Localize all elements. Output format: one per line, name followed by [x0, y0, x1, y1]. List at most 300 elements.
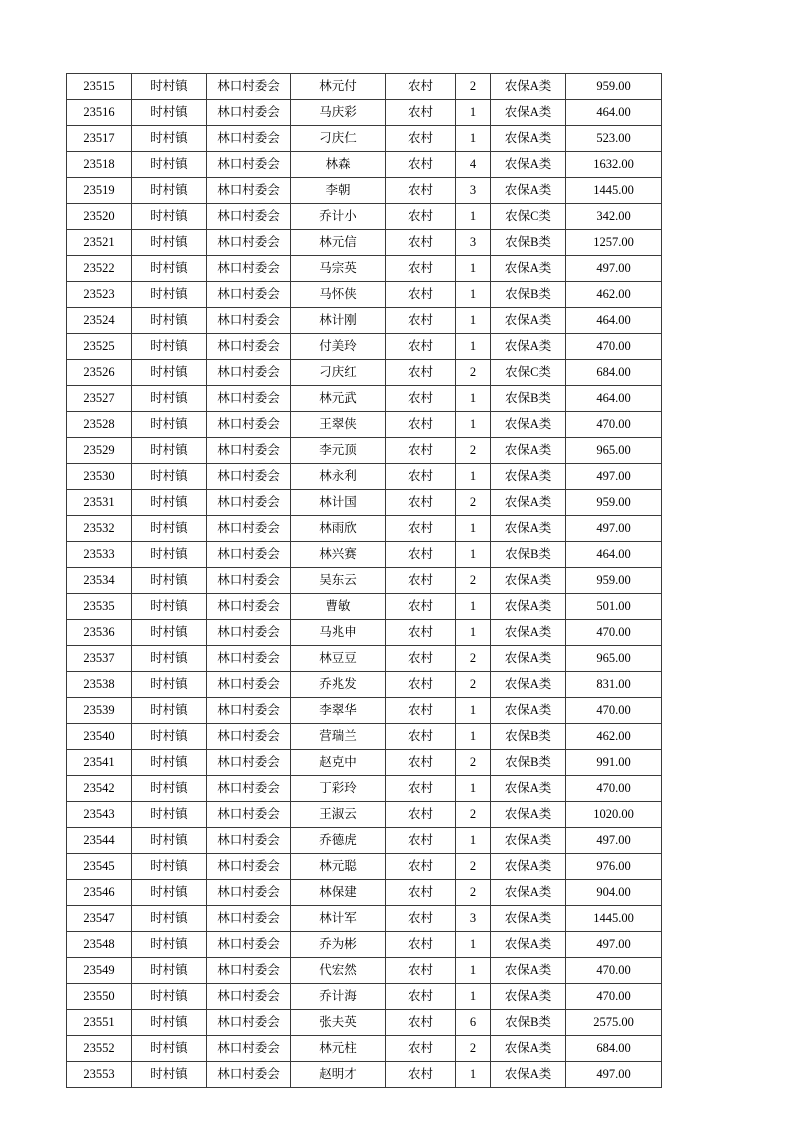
cell-town: 时村镇	[132, 698, 207, 724]
cell-town: 时村镇	[132, 828, 207, 854]
cell-id: 23519	[67, 178, 132, 204]
cell-insurance-category: 农保B类	[491, 230, 566, 256]
cell-village-committee: 林口村委会	[207, 594, 291, 620]
cell-amount: 1257.00	[566, 230, 662, 256]
table-row	[67, 828, 662, 854]
cell-village-committee: 林口村委会	[207, 802, 291, 828]
cell-person-name: 马兆申	[291, 620, 386, 646]
cell-village-committee: 林口村委会	[207, 74, 291, 100]
cell-insurance-category: 农保B类	[491, 542, 566, 568]
table-row	[67, 906, 662, 932]
cell-person-name: 乔计小	[291, 204, 386, 230]
table-row	[67, 464, 662, 490]
cell-town: 时村镇	[132, 386, 207, 412]
cell-residence-type: 农村	[386, 152, 456, 178]
cell-village-committee: 林口村委会	[207, 464, 291, 490]
cell-village-committee: 林口村委会	[207, 880, 291, 906]
cell-town: 时村镇	[132, 672, 207, 698]
cell-town: 时村镇	[132, 282, 207, 308]
cell-insurance-category: 农保C类	[491, 204, 566, 230]
cell-town: 时村镇	[132, 984, 207, 1010]
cell-residence-type: 农村	[386, 776, 456, 802]
cell-person-name: 赵克中	[291, 750, 386, 776]
cell-person-count: 1	[456, 542, 491, 568]
cell-person-count: 3	[456, 178, 491, 204]
cell-amount: 470.00	[566, 620, 662, 646]
cell-amount: 959.00	[566, 74, 662, 100]
cell-amount: 684.00	[566, 360, 662, 386]
table-row	[67, 672, 662, 698]
cell-id: 23520	[67, 204, 132, 230]
cell-person-count: 1	[456, 516, 491, 542]
cell-residence-type: 农村	[386, 464, 456, 490]
cell-residence-type: 农村	[386, 204, 456, 230]
cell-id: 23521	[67, 230, 132, 256]
cell-village-committee: 林口村委会	[207, 204, 291, 230]
cell-residence-type: 农村	[386, 386, 456, 412]
cell-residence-type: 农村	[386, 906, 456, 932]
cell-person-count: 6	[456, 1010, 491, 1036]
cell-amount: 470.00	[566, 412, 662, 438]
cell-village-committee: 林口村委会	[207, 854, 291, 880]
cell-residence-type: 农村	[386, 568, 456, 594]
cell-amount: 464.00	[566, 386, 662, 412]
cell-id: 23532	[67, 516, 132, 542]
table-row	[67, 386, 662, 412]
cell-residence-type: 农村	[386, 594, 456, 620]
cell-person-count: 2	[456, 646, 491, 672]
cell-insurance-category: 农保C类	[491, 360, 566, 386]
cell-residence-type: 农村	[386, 490, 456, 516]
cell-person-name: 王翠侠	[291, 412, 386, 438]
cell-insurance-category: 农保A类	[491, 152, 566, 178]
table-body	[67, 74, 662, 1088]
cell-insurance-category: 农保A类	[491, 646, 566, 672]
cell-village-committee: 林口村委会	[207, 126, 291, 152]
cell-village-committee: 林口村委会	[207, 932, 291, 958]
table-row	[67, 542, 662, 568]
cell-town: 时村镇	[132, 100, 207, 126]
cell-insurance-category: 农保A类	[491, 958, 566, 984]
cell-person-name: 林雨欣	[291, 516, 386, 542]
table-row	[67, 204, 662, 230]
cell-id: 23535	[67, 594, 132, 620]
cell-person-count: 1	[456, 464, 491, 490]
cell-id: 23548	[67, 932, 132, 958]
table-row	[67, 646, 662, 672]
cell-person-count: 1	[456, 308, 491, 334]
cell-village-committee: 林口村委会	[207, 412, 291, 438]
cell-village-committee: 林口村委会	[207, 776, 291, 802]
cell-town: 时村镇	[132, 750, 207, 776]
cell-insurance-category: 农保A类	[491, 256, 566, 282]
cell-person-count: 2	[456, 854, 491, 880]
cell-residence-type: 农村	[386, 750, 456, 776]
cell-insurance-category: 农保A类	[491, 490, 566, 516]
cell-insurance-category: 农保B类	[491, 282, 566, 308]
table-row	[67, 750, 662, 776]
cell-village-committee: 林口村委会	[207, 828, 291, 854]
cell-village-committee: 林口村委会	[207, 334, 291, 360]
cell-id: 23544	[67, 828, 132, 854]
table-row	[67, 1036, 662, 1062]
cell-person-name: 林保建	[291, 880, 386, 906]
cell-village-committee: 林口村委会	[207, 984, 291, 1010]
cell-amount: 464.00	[566, 542, 662, 568]
cell-person-name: 马庆彩	[291, 100, 386, 126]
cell-person-name: 林元武	[291, 386, 386, 412]
cell-person-count: 1	[456, 334, 491, 360]
cell-person-count: 1	[456, 594, 491, 620]
cell-residence-type: 农村	[386, 958, 456, 984]
cell-residence-type: 农村	[386, 126, 456, 152]
cell-person-name: 李朝	[291, 178, 386, 204]
cell-residence-type: 农村	[386, 828, 456, 854]
cell-person-name: 刁庆红	[291, 360, 386, 386]
cell-amount: 831.00	[566, 672, 662, 698]
cell-residence-type: 农村	[386, 620, 456, 646]
cell-person-count: 1	[456, 1062, 491, 1088]
cell-insurance-category: 农保A类	[491, 126, 566, 152]
cell-town: 时村镇	[132, 594, 207, 620]
cell-person-name: 李翠华	[291, 698, 386, 724]
cell-person-name: 吴东云	[291, 568, 386, 594]
cell-person-count: 2	[456, 1036, 491, 1062]
cell-town: 时村镇	[132, 360, 207, 386]
cell-residence-type: 农村	[386, 516, 456, 542]
cell-id: 23552	[67, 1036, 132, 1062]
cell-person-count: 1	[456, 282, 491, 308]
cell-person-name: 马宗英	[291, 256, 386, 282]
cell-insurance-category: 农保B类	[491, 750, 566, 776]
cell-person-count: 1	[456, 828, 491, 854]
cell-amount: 497.00	[566, 1062, 662, 1088]
cell-person-count: 3	[456, 230, 491, 256]
table-row	[67, 854, 662, 880]
cell-insurance-category: 农保A类	[491, 178, 566, 204]
cell-amount: 965.00	[566, 438, 662, 464]
cell-town: 时村镇	[132, 308, 207, 334]
cell-person-name: 李元顶	[291, 438, 386, 464]
cell-id: 23526	[67, 360, 132, 386]
cell-person-name: 付美玲	[291, 334, 386, 360]
cell-residence-type: 农村	[386, 854, 456, 880]
table-row	[67, 334, 662, 360]
cell-amount: 1445.00	[566, 906, 662, 932]
cell-amount: 523.00	[566, 126, 662, 152]
cell-village-committee: 林口村委会	[207, 1062, 291, 1088]
cell-id: 23538	[67, 672, 132, 698]
cell-person-name: 营瑞兰	[291, 724, 386, 750]
cell-insurance-category: 农保A类	[491, 880, 566, 906]
cell-amount: 462.00	[566, 724, 662, 750]
cell-town: 时村镇	[132, 776, 207, 802]
cell-person-count: 1	[456, 776, 491, 802]
table-row	[67, 984, 662, 1010]
cell-insurance-category: 农保A类	[491, 100, 566, 126]
cell-residence-type: 农村	[386, 74, 456, 100]
cell-person-name: 曹敏	[291, 594, 386, 620]
cell-residence-type: 农村	[386, 230, 456, 256]
cell-person-count: 2	[456, 360, 491, 386]
table-row	[67, 776, 662, 802]
cell-town: 时村镇	[132, 490, 207, 516]
cell-id: 23533	[67, 542, 132, 568]
cell-insurance-category: 农保A类	[491, 802, 566, 828]
cell-town: 时村镇	[132, 438, 207, 464]
cell-id: 23550	[67, 984, 132, 1010]
cell-person-count: 1	[456, 958, 491, 984]
table-row	[67, 568, 662, 594]
cell-town: 时村镇	[132, 412, 207, 438]
table-row	[67, 256, 662, 282]
cell-residence-type: 农村	[386, 802, 456, 828]
cell-insurance-category: 农保B类	[491, 386, 566, 412]
cell-insurance-category: 农保A类	[491, 854, 566, 880]
cell-insurance-category: 农保A类	[491, 74, 566, 100]
cell-town: 时村镇	[132, 1010, 207, 1036]
cell-village-committee: 林口村委会	[207, 542, 291, 568]
cell-village-committee: 林口村委会	[207, 386, 291, 412]
cell-person-name: 林元聪	[291, 854, 386, 880]
cell-insurance-category: 农保A类	[491, 464, 566, 490]
cell-town: 时村镇	[132, 1036, 207, 1062]
cell-insurance-category: 农保A类	[491, 516, 566, 542]
cell-person-name: 丁彩玲	[291, 776, 386, 802]
cell-person-name: 林永利	[291, 464, 386, 490]
cell-person-name: 林计军	[291, 906, 386, 932]
cell-town: 时村镇	[132, 230, 207, 256]
cell-person-name: 林森	[291, 152, 386, 178]
cell-amount: 462.00	[566, 282, 662, 308]
cell-residence-type: 农村	[386, 438, 456, 464]
cell-residence-type: 农村	[386, 334, 456, 360]
cell-insurance-category: 农保A类	[491, 438, 566, 464]
cell-village-committee: 林口村委会	[207, 958, 291, 984]
cell-insurance-category: 农保A类	[491, 984, 566, 1010]
table-row	[67, 360, 662, 386]
cell-person-count: 3	[456, 906, 491, 932]
cell-village-committee: 林口村委会	[207, 646, 291, 672]
cell-amount: 1445.00	[566, 178, 662, 204]
cell-id: 23543	[67, 802, 132, 828]
cell-person-count: 2	[456, 74, 491, 100]
cell-person-count: 1	[456, 204, 491, 230]
cell-person-name: 赵明才	[291, 1062, 386, 1088]
table-row	[67, 126, 662, 152]
cell-amount: 904.00	[566, 880, 662, 906]
cell-amount: 959.00	[566, 568, 662, 594]
cell-residence-type: 农村	[386, 984, 456, 1010]
cell-id: 23524	[67, 308, 132, 334]
cell-insurance-category: 农保A类	[491, 412, 566, 438]
cell-id: 23522	[67, 256, 132, 282]
cell-id: 23518	[67, 152, 132, 178]
cell-village-committee: 林口村委会	[207, 256, 291, 282]
cell-person-count: 1	[456, 698, 491, 724]
cell-amount: 501.00	[566, 594, 662, 620]
cell-person-count: 1	[456, 412, 491, 438]
cell-village-committee: 林口村委会	[207, 620, 291, 646]
cell-town: 时村镇	[132, 152, 207, 178]
cell-town: 时村镇	[132, 620, 207, 646]
cell-residence-type: 农村	[386, 178, 456, 204]
cell-person-name: 林豆豆	[291, 646, 386, 672]
cell-town: 时村镇	[132, 126, 207, 152]
cell-village-committee: 林口村委会	[207, 282, 291, 308]
table-row	[67, 282, 662, 308]
cell-town: 时村镇	[132, 74, 207, 100]
cell-town: 时村镇	[132, 906, 207, 932]
cell-residence-type: 农村	[386, 672, 456, 698]
cell-person-count: 1	[456, 100, 491, 126]
cell-amount: 470.00	[566, 776, 662, 802]
cell-person-name: 林元柱	[291, 1036, 386, 1062]
cell-town: 时村镇	[132, 256, 207, 282]
cell-person-count: 1	[456, 984, 491, 1010]
cell-person-name: 乔为彬	[291, 932, 386, 958]
cell-town: 时村镇	[132, 958, 207, 984]
cell-id: 23528	[67, 412, 132, 438]
cell-residence-type: 农村	[386, 542, 456, 568]
cell-village-committee: 林口村委会	[207, 1036, 291, 1062]
cell-residence-type: 农村	[386, 1036, 456, 1062]
cell-person-name: 乔德虎	[291, 828, 386, 854]
cell-insurance-category: 农保A类	[491, 334, 566, 360]
cell-person-count: 2	[456, 490, 491, 516]
table-row	[67, 516, 662, 542]
cell-town: 时村镇	[132, 724, 207, 750]
cell-residence-type: 农村	[386, 932, 456, 958]
cell-town: 时村镇	[132, 932, 207, 958]
cell-village-committee: 林口村委会	[207, 360, 291, 386]
cell-id: 23516	[67, 100, 132, 126]
cell-person-count: 1	[456, 386, 491, 412]
cell-insurance-category: 农保A类	[491, 594, 566, 620]
table-row	[67, 620, 662, 646]
cell-residence-type: 农村	[386, 256, 456, 282]
cell-id: 23530	[67, 464, 132, 490]
cell-id: 23545	[67, 854, 132, 880]
cell-amount: 965.00	[566, 646, 662, 672]
cell-amount: 497.00	[566, 464, 662, 490]
cell-person-name: 乔兆发	[291, 672, 386, 698]
table-row	[67, 1062, 662, 1088]
cell-village-committee: 林口村委会	[207, 490, 291, 516]
cell-person-count: 2	[456, 750, 491, 776]
table-row	[67, 880, 662, 906]
cell-insurance-category: 农保A类	[491, 828, 566, 854]
cell-residence-type: 农村	[386, 282, 456, 308]
table-row	[67, 594, 662, 620]
cell-person-count: 2	[456, 438, 491, 464]
cell-insurance-category: 农保A类	[491, 776, 566, 802]
cell-residence-type: 农村	[386, 412, 456, 438]
cell-person-name: 林兴赛	[291, 542, 386, 568]
cell-amount: 991.00	[566, 750, 662, 776]
cell-town: 时村镇	[132, 880, 207, 906]
cell-village-committee: 林口村委会	[207, 152, 291, 178]
cell-id: 23539	[67, 698, 132, 724]
cell-amount: 464.00	[566, 308, 662, 334]
cell-id: 23529	[67, 438, 132, 464]
cell-id: 23531	[67, 490, 132, 516]
cell-village-committee: 林口村委会	[207, 568, 291, 594]
cell-person-name: 林元信	[291, 230, 386, 256]
cell-village-committee: 林口村委会	[207, 672, 291, 698]
cell-person-name: 王淑云	[291, 802, 386, 828]
cell-residence-type: 农村	[386, 880, 456, 906]
cell-town: 时村镇	[132, 646, 207, 672]
cell-village-committee: 林口村委会	[207, 750, 291, 776]
cell-person-count: 1	[456, 932, 491, 958]
cell-person-name: 刁庆仁	[291, 126, 386, 152]
cell-id: 23517	[67, 126, 132, 152]
cell-id: 23515	[67, 74, 132, 100]
cell-village-committee: 林口村委会	[207, 100, 291, 126]
cell-town: 时村镇	[132, 178, 207, 204]
cell-village-committee: 林口村委会	[207, 698, 291, 724]
cell-town: 时村镇	[132, 854, 207, 880]
cell-village-committee: 林口村委会	[207, 178, 291, 204]
cell-insurance-category: 农保A类	[491, 1036, 566, 1062]
cell-id: 23547	[67, 906, 132, 932]
cell-id: 23536	[67, 620, 132, 646]
cell-amount: 342.00	[566, 204, 662, 230]
cell-person-count: 1	[456, 256, 491, 282]
cell-town: 时村镇	[132, 204, 207, 230]
cell-residence-type: 农村	[386, 698, 456, 724]
cell-person-count: 2	[456, 672, 491, 698]
cell-residence-type: 农村	[386, 1062, 456, 1088]
cell-amount: 470.00	[566, 698, 662, 724]
cell-amount: 497.00	[566, 932, 662, 958]
cell-person-count: 2	[456, 802, 491, 828]
cell-id: 23546	[67, 880, 132, 906]
cell-amount: 959.00	[566, 490, 662, 516]
cell-person-count: 2	[456, 568, 491, 594]
cell-person-name: 林计国	[291, 490, 386, 516]
cell-id: 23527	[67, 386, 132, 412]
cell-town: 时村镇	[132, 464, 207, 490]
cell-id: 23534	[67, 568, 132, 594]
table-row	[67, 230, 662, 256]
cell-village-committee: 林口村委会	[207, 308, 291, 334]
cell-insurance-category: 农保A类	[491, 568, 566, 594]
cell-residence-type: 农村	[386, 360, 456, 386]
cell-village-committee: 林口村委会	[207, 516, 291, 542]
table-row	[67, 724, 662, 750]
table-row	[67, 698, 662, 724]
cell-person-name: 林计刚	[291, 308, 386, 334]
cell-village-committee: 林口村委会	[207, 438, 291, 464]
cell-residence-type: 农村	[386, 100, 456, 126]
table-row	[67, 958, 662, 984]
cell-id: 23542	[67, 776, 132, 802]
cell-town: 时村镇	[132, 1062, 207, 1088]
table-row	[67, 152, 662, 178]
cell-amount: 464.00	[566, 100, 662, 126]
cell-town: 时村镇	[132, 542, 207, 568]
table-row	[67, 100, 662, 126]
cell-village-committee: 林口村委会	[207, 230, 291, 256]
table-row	[67, 932, 662, 958]
cell-person-name: 林元付	[291, 74, 386, 100]
table-row	[67, 308, 662, 334]
cell-id: 23540	[67, 724, 132, 750]
pension-roster-table	[66, 73, 662, 1088]
cell-person-count: 1	[456, 126, 491, 152]
